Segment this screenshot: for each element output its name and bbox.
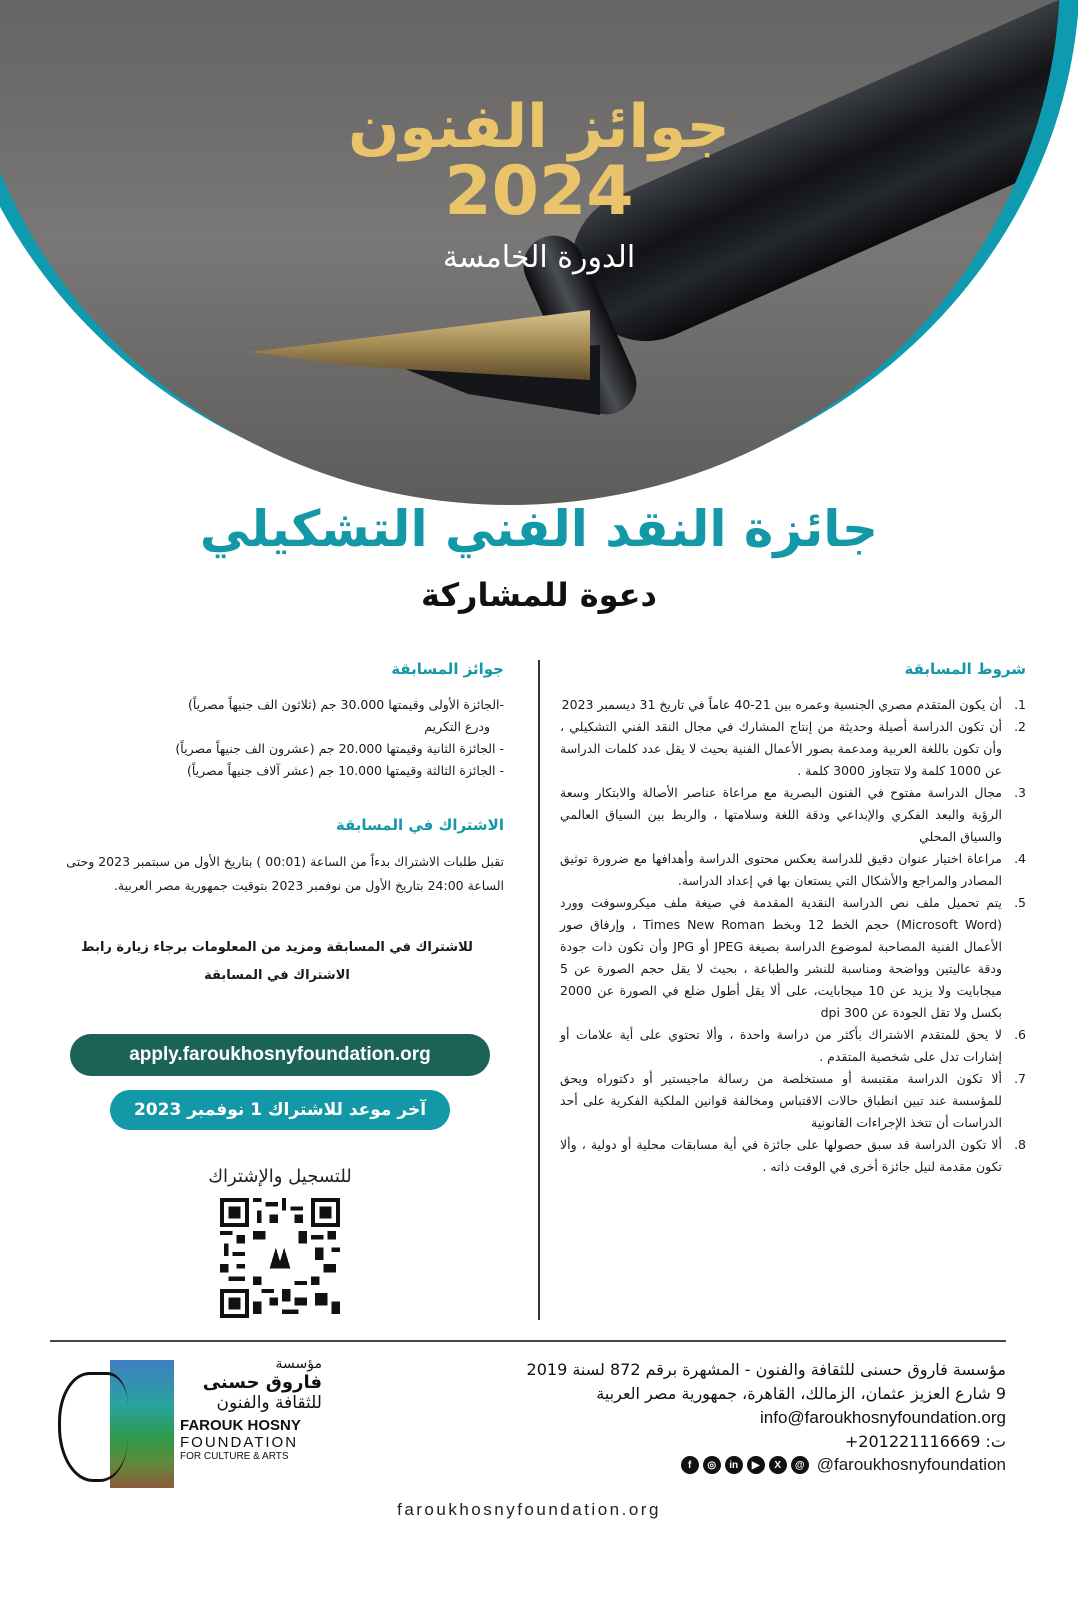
logo-en-line: FOUNDATION [180,1434,299,1451]
list-item [560,1068,1026,1134]
hero-edition: الدورة الخامسة [442,240,636,275]
facebook-icon[interactable]: f [681,1456,699,1474]
item-text: مجال الدراسة مفتوح في الفنون البصرية مع مراعاة عناصر الأصالة والابتكار وسعة الرؤية والبعد الفكري والإبداعي ودقة اللغة وسلامتها ، والربط بين السياق العالمي والسياق المحلي [560,785,1002,844]
item-number: 2. [1014,719,1026,734]
item-text: لا يحق للمتقدم الاشتراك بأكثر من دراسة واحدة ، وألا تحتوي على أية علامات أو إشارات تدل على شخصية المتقدم . [560,1027,1002,1064]
column-divider [538,660,540,1320]
item-number: 1. [1014,697,1026,712]
x-icon[interactable]: X [769,1456,787,1474]
item-text: ألا تكون الدراسة مقتبسة أو مستخلصة من رسالة ماجيستير أو دكتوراه ويحق للمؤسسة عند تبين انطباق حالات الاقتباس ومخالفة قوانين الملكية الفكرية على أحد الدراسات أن تتخذ الإجراءات القانونية [560,1071,1002,1130]
item-number: 4. [1014,851,1026,866]
page-title: جائزة النقد الفني التشكيلي [199,500,879,558]
cta-text [50,934,504,990]
list-item [560,694,1026,716]
prize-second: - الجائزة الثانية وقيمتها 20.000 جم (عشرون الف جنيهاً مصرياً) [175,741,504,756]
cta-line: الاشتراك في المسابقة [204,968,350,983]
logo-en-line: FOR CULTURE & ARTS [180,1451,289,1462]
social-handle[interactable]: @faroukhosnyfoundation [816,1455,1006,1474]
cta-line: للاشتراك في المسابقة ومزيد من المعلومات برجاء زيارة رابط [81,940,473,955]
participation-text: تقبل طلبات الاشتراك بدءاً من الساعة (00:01 ) بتاريخ الأول من سبتمبر 2023 وحتى الساعة 24:00 بتاريخ الأول من نوفمبر 2023 بتوقيت جمهورية مصر العربية. [66,854,504,893]
footer-registration: مؤسسة فاروق حسنى للثقافة والفنون - المشهرة برقم 872 لسنة 2019 [526,1360,1006,1379]
list-item [560,716,1026,782]
logo-ar-line: للثقافة والفنون [216,1393,322,1413]
prizes-participation-section [50,660,504,990]
item-text: يتم تحميل ملف نص الدراسة النقدية المقدمة في صيغة ملف ميكروسوفت وورد (Microsoft Word) حجم الخط 12 وبخط Times New Roman ، وإرفاق صور الأعمال الفنية المصاحبة لموضوع الدراسة بصيغة JPEG أو JPG وأن تكون ذات جودة ودقة عاليتين وواضحة ومناسبة للنشر والطباعة ، بحيث لا يقل حجم الصورة عن 5 ميجابايت ولا يزيد عن 10 ميجابايت، على ألا يقل أطول ضلع في الصورة عن 2000 بكسل ولا تقل الجودة عن 300 dpi [560,895,1002,1020]
footer-contact [426,1358,1006,1454]
item-text: أن يكون المتقدم مصري الجنسية وعمره بين 21-40 عاماً في تاريخ 31 ديسمبر 2023 [561,697,1002,712]
conditions-heading: شروط المسابقة [904,660,1026,678]
footer-phone: ت: 201221116669+ [844,1432,1006,1451]
item-number: 7. [1014,1071,1026,1086]
list-item [560,1134,1026,1178]
list-item [560,848,1026,892]
linkedin-icon[interactable]: in [725,1456,743,1474]
list-item [560,782,1026,848]
item-number: 3. [1014,785,1026,800]
qr-label: للتسجيل والإشتراك [208,1166,352,1187]
instagram-icon[interactable]: ◎ [703,1456,721,1474]
prize-third: - الجائزة الثالثة وقيمتها 10.000 جم (عشر آلاف جنيهاً مصرياً) [186,763,504,778]
list-item [560,892,1026,1024]
youtube-icon[interactable]: ▶ [747,1456,765,1474]
pen-nib [250,310,590,380]
logo-ar-line: فاروق حسنى [202,1372,322,1393]
prizes-heading: جوائز المسابقة [391,660,504,678]
social-links [681,1455,1006,1475]
conditions-list [560,694,1026,1178]
prizes-list [50,694,504,782]
footer-divider [50,1340,1006,1342]
hero-title: جوائز الفنون [348,92,730,162]
list-item [560,1024,1026,1068]
hero-year: 2024 [444,152,634,231]
logo-ar-line: مؤسسة [275,1356,322,1372]
website-link[interactable]: faroukhosnyfoundation.org [397,1500,661,1519]
item-number: 5. [1014,895,1026,910]
logo-face-sketch [58,1372,128,1482]
item-number: 6. [1014,1027,1026,1042]
page-subtitle: دعوة للمشاركة [421,576,657,614]
logo-en-line: FAROUK HOSNY [180,1417,301,1434]
conditions-section [560,660,1026,1178]
deadline-badge: آخر موعد للاشتراك 1 نوفمبر 2023 [110,1090,450,1130]
item-text: أن تكون الدراسة أصيلة وحديثة من إنتاج المشارك في مجال النقد الفني التشكيلي ، وأن تكون باللغة العربية ومدعمة بصور الأعمال الفنية بحيث لا يقل عدد كلمات الدراسة عن 1000 كلمة ولا تتجاوز 3000 كلمة . [560,719,1002,778]
threads-icon[interactable]: @ [791,1456,809,1474]
logo-text [180,1356,322,1462]
footer-address: 9 شارع العزيز عثمان، الزمالك، القاهرة، جمهورية مصر العربية [596,1384,1006,1403]
qr-code-icon[interactable] [220,1198,340,1318]
item-text: مراعاة اختيار عنوان دقيق للدراسة يعكس محتوى الدراسة وأهدافها مع ضرورة توثيق المصادر والمراجع والأشكال التي يستعان بها في إعداد الدراسة. [560,851,1002,888]
apply-link-button[interactable]: apply.faroukhosnyfoundation.org [70,1034,490,1076]
item-text: ألا تكون الدراسة قد سبق حصولها على جائزة في أية مسابقات محلية أو دولية ، وألا تكون مقدمة لنيل جائزة أخرى في الوقت ذاته . [560,1137,1002,1174]
footer-email[interactable]: info@faroukhosnyfoundation.org [760,1408,1006,1427]
prize-first-extra: ودرع التكريم [424,719,490,734]
hero-banner [0,0,1078,520]
item-number: 8. [1014,1137,1026,1152]
participation-heading: الاشتراك في المسابقة [335,816,504,834]
prize-first: -الجائزة الأولى وقيمتها 30.000 جم (ثلاثون الف جنيهاً مصرياً) [188,697,504,712]
